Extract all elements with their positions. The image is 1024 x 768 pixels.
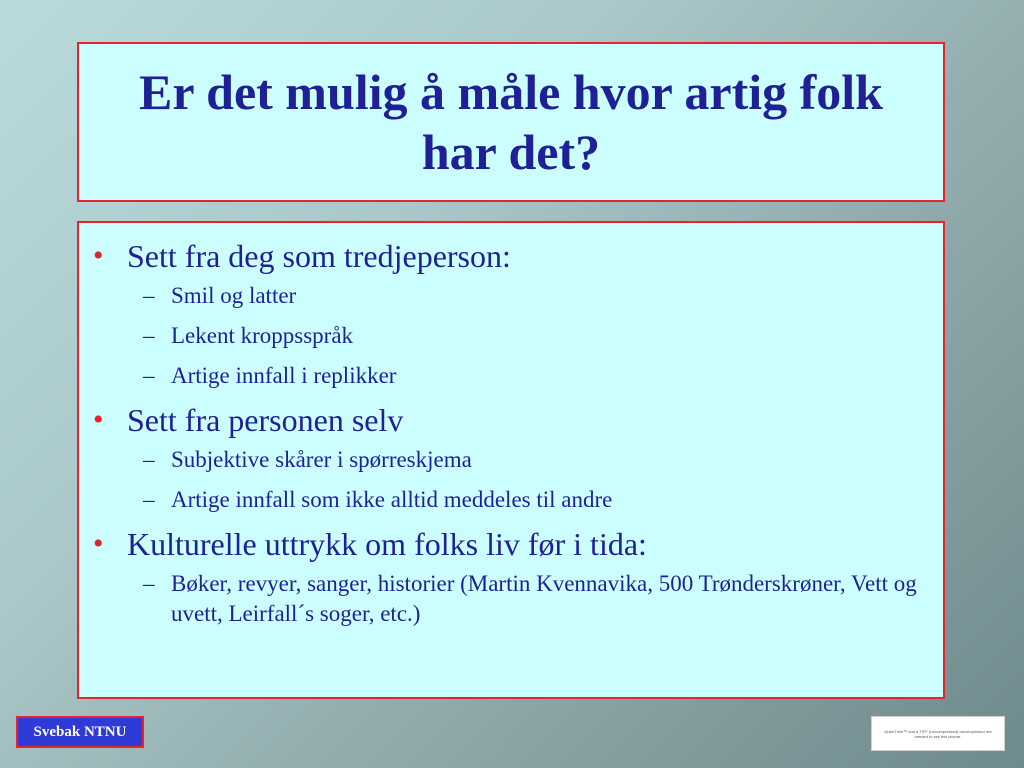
sub-dash: –	[143, 363, 155, 388]
sub-dash: –	[143, 447, 155, 472]
sub-dash: –	[143, 283, 155, 308]
author-label: Svebak NTNU	[16, 716, 144, 748]
sub-item-text: Subjektive skårer i spørreskjema	[171, 447, 472, 472]
bullet-item	[93, 237, 923, 391]
bullet-item	[93, 401, 923, 515]
sub-dash: –	[143, 323, 155, 348]
sub-item	[127, 445, 923, 475]
bullet-dot: •	[93, 239, 104, 272]
sub-item-text: Artige innfall i replikker	[171, 363, 397, 388]
sub-item	[127, 361, 923, 391]
sub-item-text: Smil og latter	[171, 283, 297, 308]
slide-title: Er det mulig å måle hvor artig folk har det?	[139, 64, 883, 180]
bullet-list	[93, 237, 923, 629]
quicktime-placeholder	[871, 716, 1005, 751]
bullet-dot: •	[93, 403, 104, 436]
bullet-text: Sett fra deg som tredjeperson:	[127, 238, 511, 274]
quicktime-placeholder-text: QuickTime™ and a TIFF (Uncompressed) decompressor are needed to see this picture.	[884, 728, 992, 739]
content-box	[77, 221, 945, 699]
sub-item	[127, 485, 923, 515]
bullet-dot: •	[93, 527, 104, 560]
sub-item-text: Artige innfall som ikke alltid meddeles til andre	[171, 487, 613, 512]
sub-dash: –	[143, 571, 155, 596]
sub-item-text: Lekent kroppsspråk	[171, 323, 354, 348]
title-box	[77, 42, 945, 202]
bullet-text: Kulturelle uttrykk om folks liv før i tida:	[127, 526, 647, 562]
bullet-text: Sett fra personen selv	[127, 402, 404, 438]
sub-list	[127, 445, 923, 515]
bullet-item	[93, 525, 923, 629]
sub-item-text: Bøker, revyer, sanger, historier (Martin Kvennavika, 500 Trønderskrøner, Vett og uvett, Leirfall´s soger, etc.)	[171, 571, 917, 626]
sub-item	[127, 569, 923, 629]
sub-item	[127, 281, 923, 311]
sub-list	[127, 569, 923, 629]
sub-dash: –	[143, 487, 155, 512]
sub-item	[127, 321, 923, 351]
sub-list	[127, 281, 923, 391]
